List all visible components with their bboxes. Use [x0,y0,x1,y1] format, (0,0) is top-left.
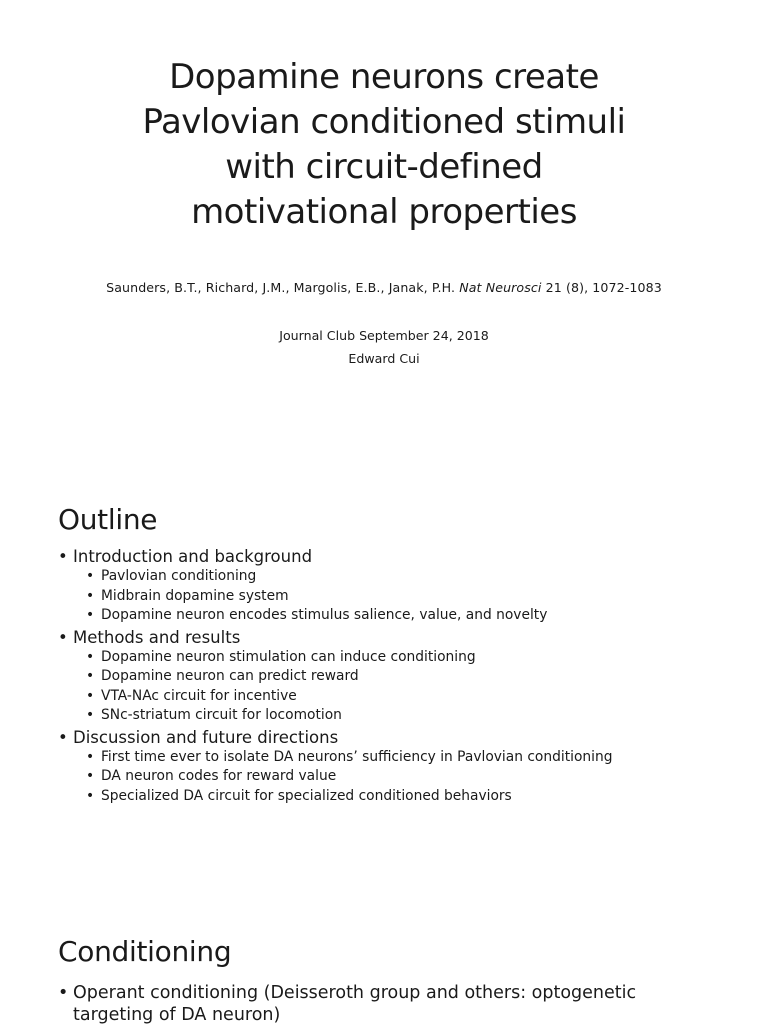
title-slide [0,0,768,432]
bullet-icon: • [86,748,95,765]
bullet-icon: • [58,983,69,1003]
list-item [58,606,748,626]
presenter-name: Edward Cui [348,351,420,366]
list-item [58,982,698,1026]
title-line: Pavlovian conditioned stimuli [142,101,626,142]
list-item [58,648,748,668]
bullet-icon: • [58,547,68,566]
outline-section-label: Introduction and background [73,547,313,566]
list-item-text: First time ever to isolate DA neurons’ sufficiency in Pavlovian conditioning [101,748,613,765]
list-item [58,748,748,768]
bullet-icon: • [86,787,95,804]
title-line: Dopamine neurons create [169,56,599,97]
outline-section [58,627,748,648]
list-item [58,767,748,787]
bullet-icon: • [58,727,68,747]
title-line: with circuit-defined [225,146,543,187]
outline-subitems [58,567,748,626]
list-item-text: Specialized DA circuit for specialized conditioned behaviors [101,787,512,804]
outline-subitems [58,748,748,807]
outline-slide [0,456,768,888]
bullet-icon: • [86,707,95,723]
slide-heading: Conditioning [58,935,232,969]
list-item-text: VTA-NAc circuit for incentive [101,687,297,704]
bullet-icon: • [86,687,95,704]
slide-heading: Outline [58,503,158,537]
citation-details: 21 (8), 1072-1083 [545,280,662,295]
bullet-icon: • [86,648,95,665]
list-item-text: Operant conditioning (Deisseroth group and others: optogenetic targeting of DA neuron) [73,983,637,1025]
page-gap [0,432,768,456]
list-item [58,787,748,807]
outline-section-label: Methods and results [73,627,241,647]
list-item-text: Midbrain dopamine system [101,587,289,604]
citation [0,280,768,296]
list-item-text: SNc-striatum circuit for locomotion [101,707,342,723]
list-item [58,567,748,587]
list-item-text: Dopamine neuron stimulation can induce conditioning [101,648,476,665]
bullet-icon: • [86,607,95,623]
citation-journal: Nat Neurosci [459,280,542,295]
outline-subitems [58,648,748,726]
list-item-text: Pavlovian conditioning [101,568,257,584]
list-item-text: DA neuron codes for reward value [101,768,337,784]
list-item [58,667,748,687]
outline-section [58,546,748,567]
bullet-icon: • [86,568,95,584]
bullet-icon: • [58,627,68,647]
outline-section-label: Discussion and future directions [73,727,339,747]
list-item [58,706,748,726]
outline-section [58,727,748,748]
bullet-icon: • [86,668,95,684]
page-gap [0,888,768,898]
list-item [58,687,748,707]
list-item-text: Dopamine neuron can predict reward [101,668,359,684]
outline-list [58,546,748,807]
citation-authors: Saunders, B.T., Richard, J.M., Margolis, E.B., Janak, P.H. [106,280,456,295]
list-item [58,587,748,607]
conditioning-slide [0,898,768,1024]
event-line: Journal Club September 24, 2018 [279,328,489,343]
bullet-icon: • [86,587,95,604]
conditioning-list [58,982,698,1026]
list-item-text: Dopamine neuron encodes stimulus salience, value, and novelty [101,607,548,623]
bullet-icon: • [86,768,95,784]
slide-title [84,55,684,235]
title-line: motivational properties [191,191,577,232]
